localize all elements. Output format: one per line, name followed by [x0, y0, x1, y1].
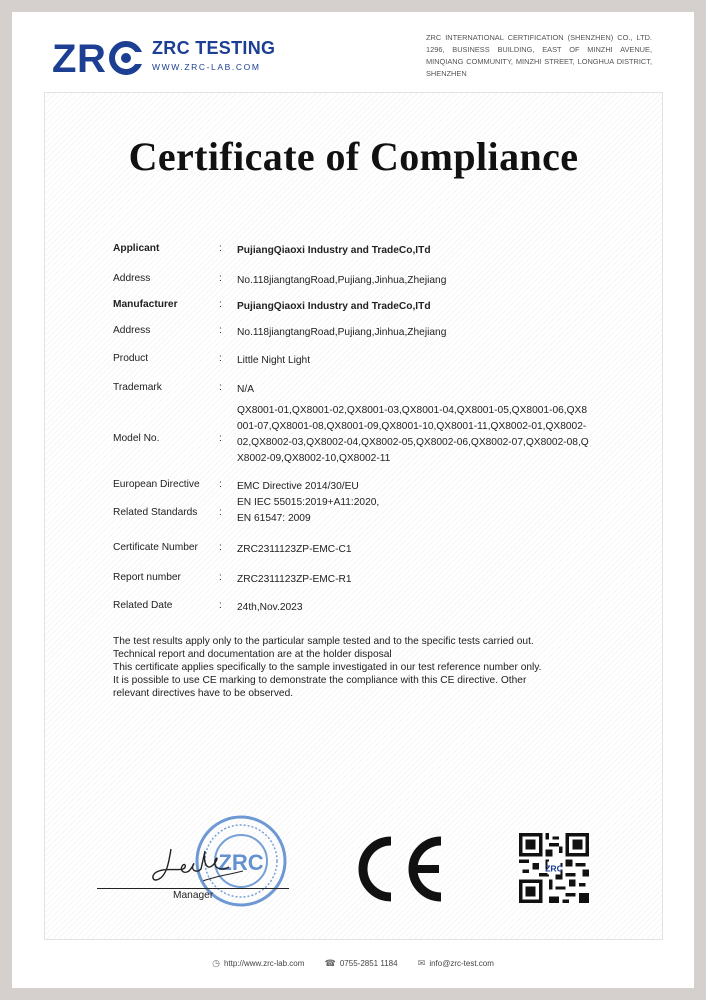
field-colon: :: [219, 572, 222, 583]
footer-contacts: [12, 958, 694, 969]
field-colon: :: [219, 243, 222, 254]
qr-code-icon: [519, 833, 589, 903]
footer-phone: [325, 959, 400, 968]
field-value: EMC Directive 2014/30/EU: [237, 481, 359, 492]
footer-email[interactable]: [418, 959, 494, 968]
field-value: PujiangQiaoxi Industry and TradeCo,ITd: [237, 245, 431, 256]
field-label: Address: [113, 273, 151, 284]
handwritten-signature: [143, 841, 253, 891]
field-colon: :: [219, 325, 222, 336]
brand-name: ZRC TESTING: [152, 38, 276, 58]
seal-text: ZRC: [218, 850, 264, 875]
website-text: http://www.zrc-lab.com: [223, 959, 305, 968]
svg-text:Z: Z: [52, 37, 76, 78]
note-line: relevant directives have to be observed.: [113, 688, 294, 699]
field-label: Applicant: [113, 243, 160, 254]
certificate-title: Certificate of Compliance: [128, 134, 579, 179]
field-value-standards: [237, 495, 609, 527]
field-colon: :: [219, 382, 222, 393]
field-label: Related Date: [113, 600, 173, 611]
note-line: The test results apply only to the particular sample tested and to the specific tests carried out.: [113, 636, 534, 647]
field-label: European Directive: [113, 479, 200, 490]
company-logo: [52, 34, 292, 84]
field-label: Address: [113, 325, 151, 336]
certificate-page: [12, 12, 694, 988]
field-colon: :: [219, 433, 222, 444]
field-label: Related Standards: [113, 507, 198, 518]
certificate-body: [44, 92, 663, 940]
note-line: This certificate applies specifically to the sample investigated in our test reference number only.: [113, 662, 542, 673]
ce-mark-icon: [345, 833, 445, 905]
mail-icon: ✉: [417, 958, 426, 968]
phone-text: 0755-2851 1184: [339, 959, 398, 968]
field-value: ZRC2311123ZP-EMC-R1: [237, 574, 352, 585]
field-value: No.118jiangtangRoad,Pujiang,Jinhua,Zhejiang: [237, 275, 447, 286]
model-line: 001-07,QX8001-08,QX8001-09,QX8001-10,QX8001-11,QX8002-01,QX8002-: [237, 421, 587, 432]
field-colon: :: [219, 542, 222, 553]
field-value: N/A: [237, 384, 254, 395]
field-colon: :: [219, 479, 222, 490]
phone-icon: ☎: [324, 958, 336, 968]
field-value: ZRC2311123ZP-EMC-C1: [237, 544, 352, 555]
brand-url: WWW.ZRC-LAB.COM: [152, 62, 261, 72]
field-label: Model No.: [113, 433, 160, 444]
field-label: Trademark: [113, 382, 162, 393]
qr-center-text: ZRC: [545, 863, 563, 874]
logo-mark: [52, 34, 148, 87]
field-colon: :: [219, 600, 222, 611]
field-value-model-list: [237, 403, 609, 467]
model-line: X8002-09,QX8002-10,QX8002-11: [237, 453, 391, 464]
svg-text:R: R: [77, 37, 105, 78]
model-line: QX8001-01,QX8001-02,QX8001-03,QX8001-04,QX8001-05,QX8001-06,QX8: [237, 405, 588, 416]
field-colon: :: [219, 299, 222, 310]
zrc-logo-icon: [52, 34, 148, 78]
standard-line: EN IEC 55015:2019+A11:2020,: [237, 497, 380, 508]
company-address: ZRC INTERNATIONAL CERTIFICATION (SHENZHEN) CO., LTD. 1296, BUSINESS BUILDING, EAST OF MINZHI AVENUE, MINQIANG COMMUNITY, MINZHI STREET, LONGHUA DISTRICT, SHENZHEN: [426, 33, 652, 78]
field-colon: :: [219, 273, 222, 284]
email-text: info@zrc-test.com: [429, 959, 494, 968]
note-line: It is possible to use CE marking to demonstrate the compliance with this CE directive. Other: [113, 675, 527, 686]
field-label: Product: [113, 353, 149, 364]
standard-line: EN 61547: 2009: [237, 513, 311, 524]
field-value: Little Night Light: [237, 355, 311, 366]
field-label: Manufacturer: [113, 299, 178, 310]
compliance-notes: [113, 635, 583, 700]
model-line: 02,QX8002-03,QX8002-04,QX8002-05,QX8002-06,QX8002-07,QX8002-08,Q: [237, 437, 589, 448]
field-value: PujiangQiaoxi Industry and TradeCo,ITd: [237, 301, 431, 312]
field-label: Report number: [113, 572, 181, 583]
footer-website[interactable]: [212, 959, 307, 968]
note-line: Technical report and documentation are at the holder disposal: [113, 649, 392, 660]
field-value: No.118jiangtangRoad,Pujiang,Jinhua,Zhejiang: [237, 327, 447, 338]
signature-line: [97, 888, 289, 889]
field-label: Certificate Number: [113, 542, 198, 553]
field-colon: :: [219, 507, 222, 518]
signatory-role: Manager: [173, 890, 214, 901]
field-colon: :: [219, 353, 222, 364]
globe-icon: ◷: [212, 958, 220, 968]
field-value: 24th,Nov.2023: [237, 602, 303, 613]
